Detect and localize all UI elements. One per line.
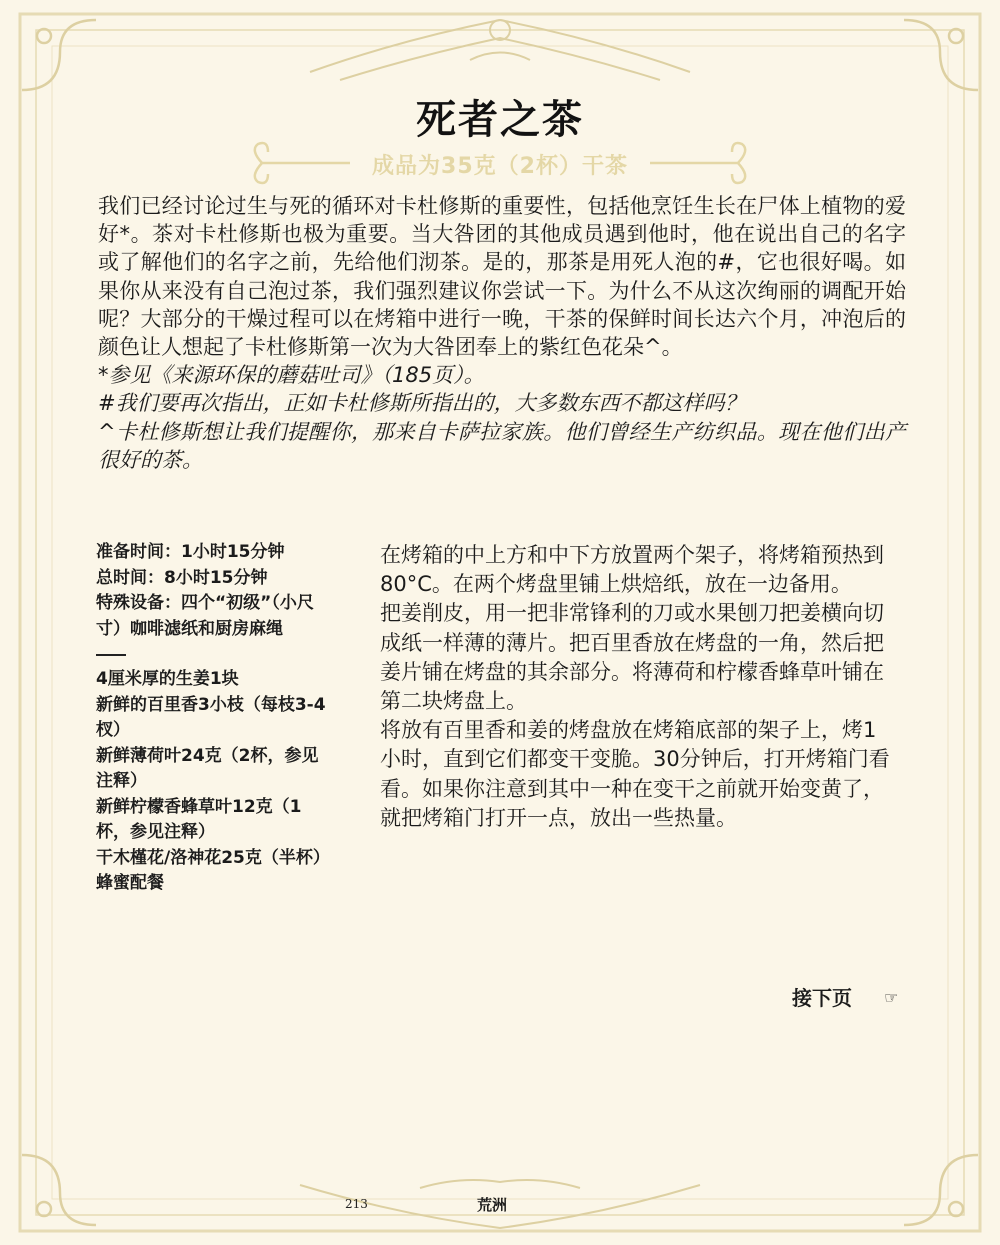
intro-paragraph: 我们已经讨论过生与死的循环对卡杜修斯的重要性，包括他烹饪生长在尸体上植物的爱好*。茶对卡杜修斯也极为重要。当大咎团的其他成员遇到他时，他在说出自己的名字或了解他们的名字之前，先给他们沏茶。是的，那茶是用死人泡的#，它也很好喝。如果你从来没有自己泡过茶，我们强烈建议你尝试一下。为什么不从这次绚丽的调配开始呢？大部分的干燥过程可以在烤箱中进行一晚，干茶的保鲜时间长达六个月，冲泡后的颜色让人想起了卡杜修斯第一次为大咎团奉上的紫红色花朵^。	[98, 194, 906, 360]
pointing-hand-icon: ☞	[884, 988, 899, 1007]
step-2: 把姜削皮，用一把非常锋利的刀或水果刨刀把姜横向切成纸一样薄的薄片。把百里香放在烤盘的一角，然后把姜片铺在烤盘的其余部分。将薄荷和柠檬香蜂草叶铺在第二块烤盘上。	[380, 601, 884, 714]
ingredient-divider	[96, 642, 328, 667]
step-1: 在烤箱的中上方和中下方放置两个架子，将烤箱预热到80°C。在两个烤盘里铺上烘焙纸，放在一边备用。	[380, 543, 884, 597]
top-ornament	[310, 20, 690, 80]
instructions-column	[380, 541, 890, 833]
total-time: 总时间：8小时15分钟	[96, 567, 268, 588]
step-3: 将放有百里香和姜的烤盘放在烤箱底部的架子上，烤1小时，直到它们都变干变脆。30分钟后，打开烤箱门看看。如果你注意到其中一种在变干之前就开始变黄了，就把烤箱门打开一点，放出一些热量。	[380, 718, 890, 830]
ingredient-hibiscus: 干木槿花/洛神花25克（半杯）	[96, 847, 330, 868]
prep-time: 准备时间：1小时15分钟	[96, 542, 285, 562]
intro-section	[98, 192, 906, 474]
ingredient-thyme: 新鲜的百里香3小枝（每枝3-4杈）	[96, 694, 326, 740]
yield-subtitle: 成品为35克（2杯）干茶	[372, 154, 628, 179]
recipe-info-column	[96, 540, 328, 897]
page-number: 213	[345, 1197, 368, 1211]
ingredient-ginger: 4厘米厚的生姜1块	[96, 669, 239, 689]
ingredient-mint: 新鲜薄荷叶24克（2杯，参见注释）	[96, 745, 319, 791]
footnote-kasala: ^卡杜修斯想让我们提醒你，那来自卡萨拉家族。他们曾经生产纺织品。现在他们出产很好的茶。	[98, 419, 906, 472]
special-equipment: 特殊设备：四个“初级”（小尺寸）咖啡滤纸和厨房麻绳	[96, 593, 314, 639]
subtitle-banner	[245, 143, 755, 183]
ingredient-lemon-balm: 新鲜柠檬香蜂草叶12克（1杯，参见注释）	[96, 796, 302, 842]
footnote-dead: #我们要再次指出，正如卡杜修斯所指出的，大多数东西不都这样吗？	[98, 391, 746, 416]
page-title: 死者之茶	[416, 97, 584, 143]
book-name: 荒洲	[477, 1196, 508, 1214]
footnote-mushroom: *参见《来源环保的蘑菇吐司》（185页）。	[98, 363, 485, 388]
ingredient-honey: 蜂蜜配餐	[96, 873, 164, 893]
continued-label: 接下页	[792, 986, 852, 1010]
